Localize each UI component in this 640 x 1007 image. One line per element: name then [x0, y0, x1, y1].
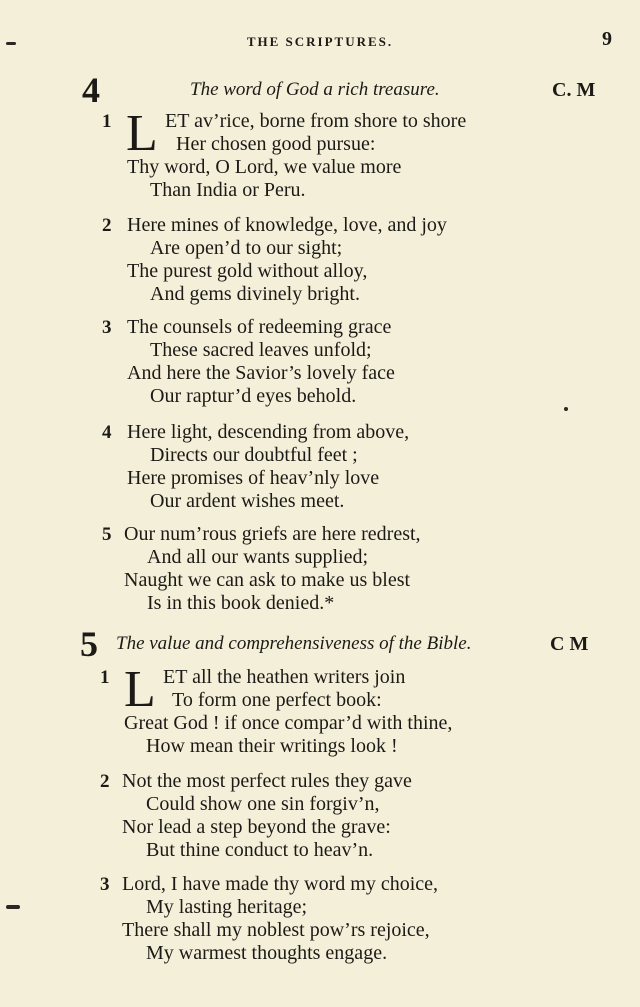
- verse-line: Not the most perfect rules they gave: [122, 770, 412, 792]
- ink-blemish: [564, 407, 568, 411]
- verse-number: 4: [102, 422, 112, 443]
- verse-line: These sacred leaves unfold;: [150, 339, 372, 361]
- hymn-number: 5: [80, 624, 98, 664]
- verse-line: Our num’rous griefs are here redrest,: [124, 523, 421, 545]
- verse-line: ET av’rice, borne from shore to shore: [165, 110, 467, 132]
- verse-line: Here promises of heav’nly love: [127, 467, 380, 489]
- verse-line: But thine conduct to heav’n.: [146, 839, 374, 861]
- verse-line: And here the Savior’s lovely face: [127, 362, 395, 384]
- verse-line: Here mines of knowledge, love, and joy: [127, 214, 447, 236]
- hymn-header: [0, 72, 640, 108]
- page-number: 9: [602, 28, 612, 50]
- verse-number: 1: [100, 667, 110, 688]
- verse-number: 1: [102, 111, 112, 132]
- verse-line: Our ardent wishes meet.: [150, 490, 345, 512]
- verse-number: 2: [100, 771, 110, 792]
- verse-line: Thy word, O Lord, we value more: [127, 156, 402, 178]
- verse-line: How mean their writings look !: [146, 735, 398, 757]
- verse-line: Great God ! if once compar’d with thine,: [124, 712, 453, 734]
- hymn-meter: C M: [550, 633, 589, 655]
- hymn-title: The word of God a rich treasure.: [190, 79, 440, 100]
- verse-line: Directs our doubtful feet ;: [150, 444, 358, 466]
- verse-line: Her chosen good pursue:: [176, 133, 376, 155]
- verse-line: Our raptur’d eyes behold.: [150, 385, 357, 407]
- ink-blemish: [6, 905, 20, 909]
- verse-line: The purest gold without alloy,: [127, 260, 368, 282]
- verse-line: Than India or Peru.: [150, 179, 306, 201]
- verse-line: Is in this book denied.*: [147, 592, 335, 614]
- verse-line: And gems divinely bright.: [150, 283, 360, 305]
- verse-line: Could show one sin forgiv’n,: [146, 793, 380, 815]
- running-head: THE SCRIPTURES.: [246, 34, 394, 49]
- verse-line: There shall my noblest pow’rs rejoice,: [122, 919, 430, 941]
- drop-cap: L: [126, 105, 158, 162]
- verse-number: 3: [100, 874, 110, 895]
- hymn-meter: C. M: [552, 79, 596, 101]
- verse-number: 3: [102, 317, 112, 338]
- verse-line: ET all the heathen writers join: [163, 666, 406, 688]
- verse-line: Lord, I have made thy word my choice,: [122, 873, 439, 895]
- hymn-header: [0, 626, 640, 662]
- drop-cap: L: [124, 661, 156, 718]
- verse-line: My lasting heritage;: [146, 896, 308, 918]
- hymn-number: 4: [82, 70, 100, 110]
- verse-number: 5: [102, 524, 112, 545]
- verse-line: Are open’d to our sight;: [150, 237, 343, 259]
- verse-number: 2: [102, 215, 112, 236]
- verse-line: Here light, descending from above,: [127, 421, 410, 443]
- verse-line: The counsels of redeeming grace: [127, 316, 392, 338]
- ink-blemish: [6, 42, 16, 45]
- verse-line: My warmest thoughts engage.: [146, 942, 388, 964]
- verse-line: Nor lead a step beyond the grave:: [122, 816, 391, 838]
- hymn-title: The value and comprehensiveness of the Bible.: [116, 633, 472, 654]
- verse-line: And all our wants supplied;: [147, 546, 369, 568]
- verse-line: To form one perfect book:: [172, 689, 382, 711]
- verse-line: Naught we can ask to make us blest: [124, 569, 411, 591]
